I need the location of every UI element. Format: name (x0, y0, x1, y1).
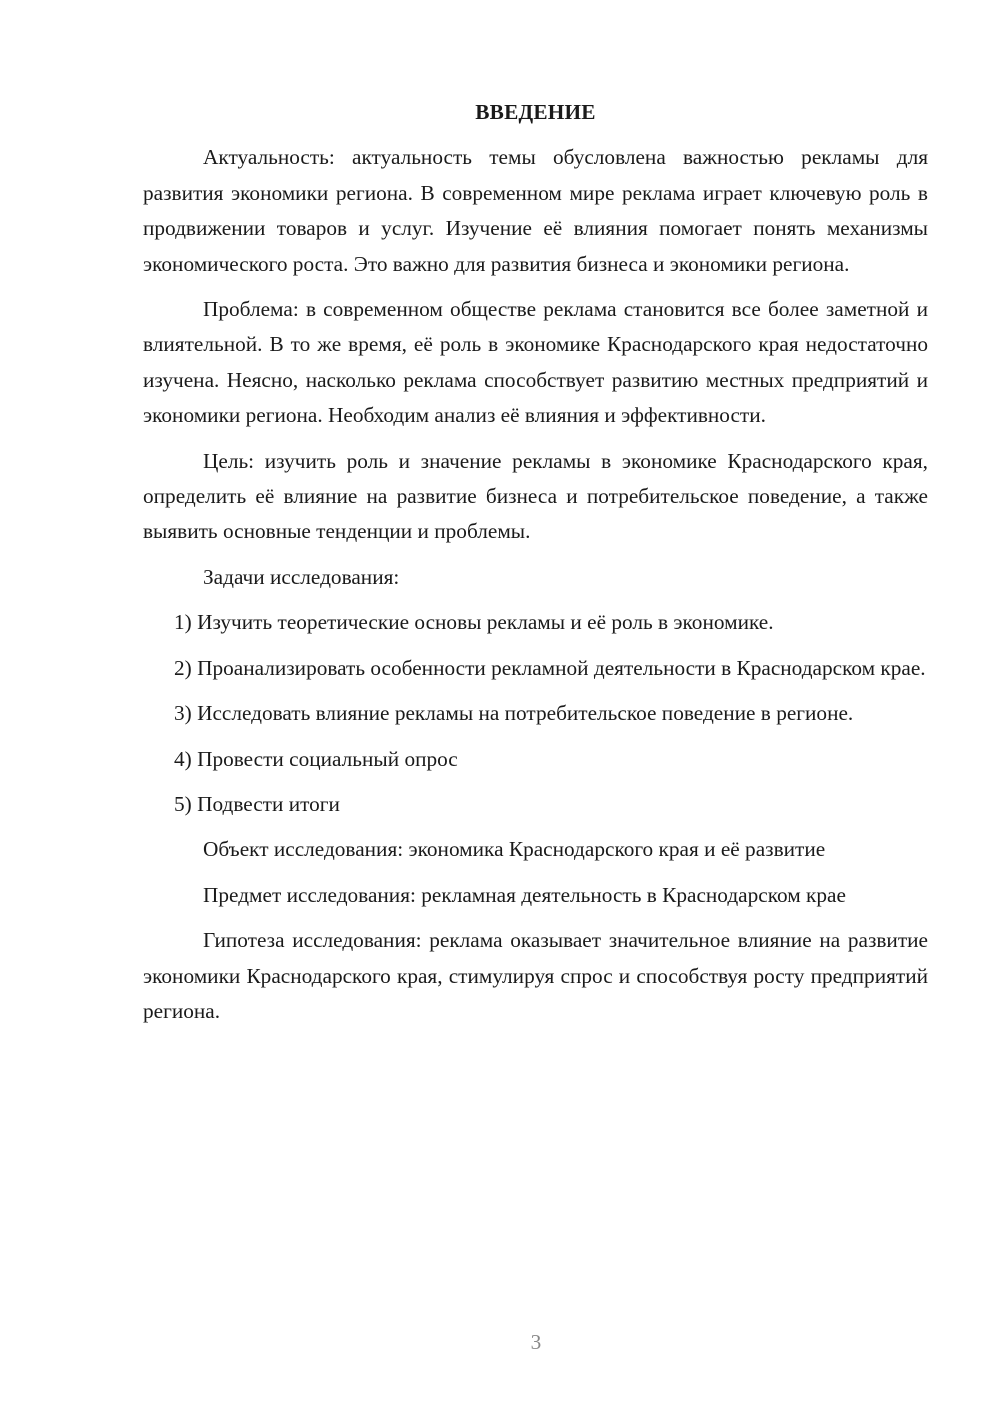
page-number: 3 (530, 1330, 542, 1354)
problem-paragraph: Проблема: в современном обществе реклама становится все более заметной и влиятельной. В то же время, её роль в экономике Краснодарского края недостаточно изучена. Неясно, насколько реклама способствует развитию местных предприятий и экономики региона. Необходим анализ её влияния и эффективности. (143, 297, 928, 428)
task-item: 1) Изучить теоретические основы рекламы и её роль в экономике. (174, 610, 774, 635)
task-item: 4) Провести социальный опрос (174, 746, 458, 771)
hypothesis-paragraph: Гипотеза исследования: реклама оказывает значительное влияние на развитие экономики Краснодарского края, стимулируя спрос и способствуя росту предприятий региона. (143, 928, 928, 1023)
object-paragraph: Объект исследования: экономика Краснодарского края и её развитие (203, 837, 826, 862)
subject-paragraph: Предмет исследования: рекламная деятельность в Краснодарском крае (203, 882, 846, 907)
task-item: 5) Подвести итоги (174, 791, 340, 816)
page-title: ВВЕДЕНИЕ (475, 100, 596, 124)
relevance-paragraph: Актуальность: актуальность темы обусловлена важностью рекламы для развития экономики региона. В современном мире реклама играет ключевую роль в продвижении товаров и услуг. Изучение её влияния помогает понять механизмы экономического роста. Это важно для развития бизнеса и экономики региона. (143, 145, 928, 276)
document-page (143, 95, 928, 1039)
task-item: 3) Исследовать влияние рекламы на потребительское поведение в регионе. (174, 701, 854, 726)
goal-paragraph: Цель: изучить роль и значение рекламы в экономике Краснодарского края, определить её влияние на развитие бизнеса и потребительское поведение, а также выявить основные тенденции и проблемы. (143, 448, 928, 544)
task-item: 2) Проанализировать особенности рекламной деятельности в Краснодарском крае. (174, 655, 926, 680)
tasks-heading: Задачи исследования: (203, 564, 400, 589)
